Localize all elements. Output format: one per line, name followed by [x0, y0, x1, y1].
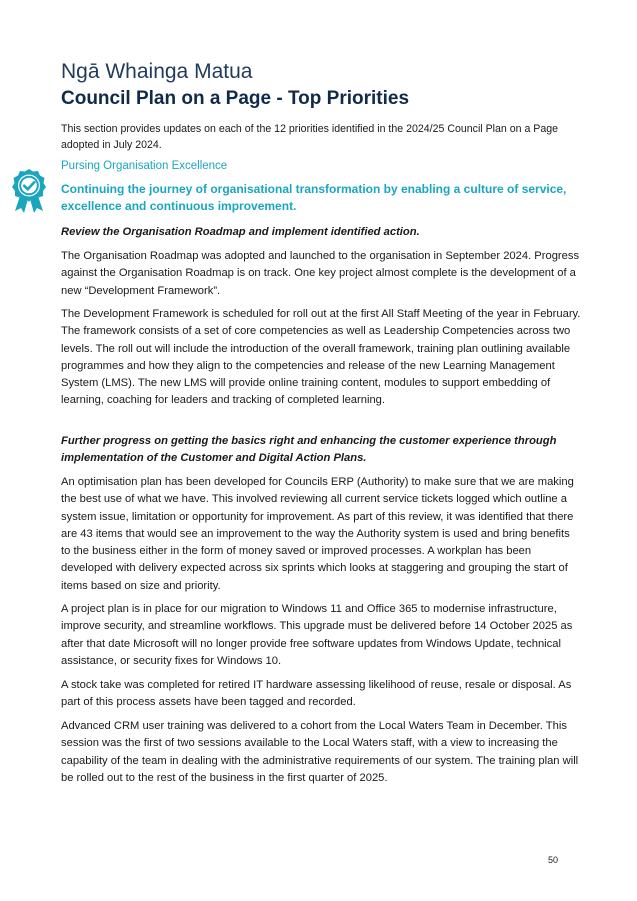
page-title: Council Plan on a Page - Top Priorities [61, 88, 410, 109]
page-title-maori: Ngā Whainga Matua [61, 60, 253, 83]
page-number: 50 [548, 855, 559, 865]
subsection-heading-roadmap: Review the Organisation Roadmap and implement identified action. [61, 226, 420, 238]
paragraph-windows-migration: A project plan is in place for our migration to Windows 11 and Office 365 to modernise infrastructure, improve security, and streamline workflows. This upgrade must be delivered before 14 October 2025 as after that date Microsoft will no longer provide free software updates from Windows Update, technical assistance, or security fixes for Windows 10. [61, 603, 573, 667]
paragraph-crm-training: Advanced CRM user training was delivered to a cohort from the Local Waters Team in December. This session was the first of two sessions available to the Local Waters staff, with a view to increasing the capability of the team in dealing with the administrative requirements of our system. The training plan will be rolled out to the rest of the business in the first quarter of 2025. [61, 720, 579, 784]
subsection-heading-customer-digital: Further progress on getting the basics right and enhancing the customer experience through implementation of the Customer and Digital Action Plans. [61, 435, 557, 464]
intro-text: This section provides updates on each of the 12 priorities identified in the 2024/25 Council Plan on a Page adopted in July 2024. [61, 123, 559, 151]
paragraph-stock-take: A stock take was completed for retired IT hardware assessing likelihood of reuse, resale or disposal. As part of this process assets have been tagged and recorded. [61, 679, 572, 709]
paragraph-roadmap-2: The Development Framework is scheduled for roll out at the first All Staff Meeting of the year in February. The framework consists of a set of core competencies as well as Leadership Competencies across two levels. The roll out will include the introduction of the overall framework, training plan outlining available programmes and how they align to the competencies and release of the new Learning Management System (LMS). The new LMS will provide online training content, modules to support embedding of learning, coaching for leaders and tracking of completed learning. [61, 308, 581, 407]
paragraph-erp-optimisation: An optimisation plan has been developed for Councils ERP (Authority) to make sure that we are making the best use of what we have. This involved reviewing all current service tickets logged which outline a system issue, limitation or opportunity for improvement. As part of this review, it was identified that there are 43 items that would see an improvement to the way the Authority system is used and bring benefits to the business either in the form of money saved or improved processes. A workplan has been developed with delivery expected across six sprints which looks at staggering and grouping the start of items based on size and priority. [61, 476, 574, 592]
section-heading: Continuing the journey of organisational transformation by enabling a culture of service, excellence and continuous improvement. [61, 182, 567, 213]
paragraph-roadmap-1: The Organisation Roadmap was adopted and launched to the organisation in September 2024. Progress against the Organisation Roadmap is on track. One key project almost complete is the development of a new “Development Framework”. [61, 250, 580, 297]
section-label: Pursing Organisation Excellence [61, 160, 228, 172]
award-ribbon-check-icon [11, 168, 47, 214]
